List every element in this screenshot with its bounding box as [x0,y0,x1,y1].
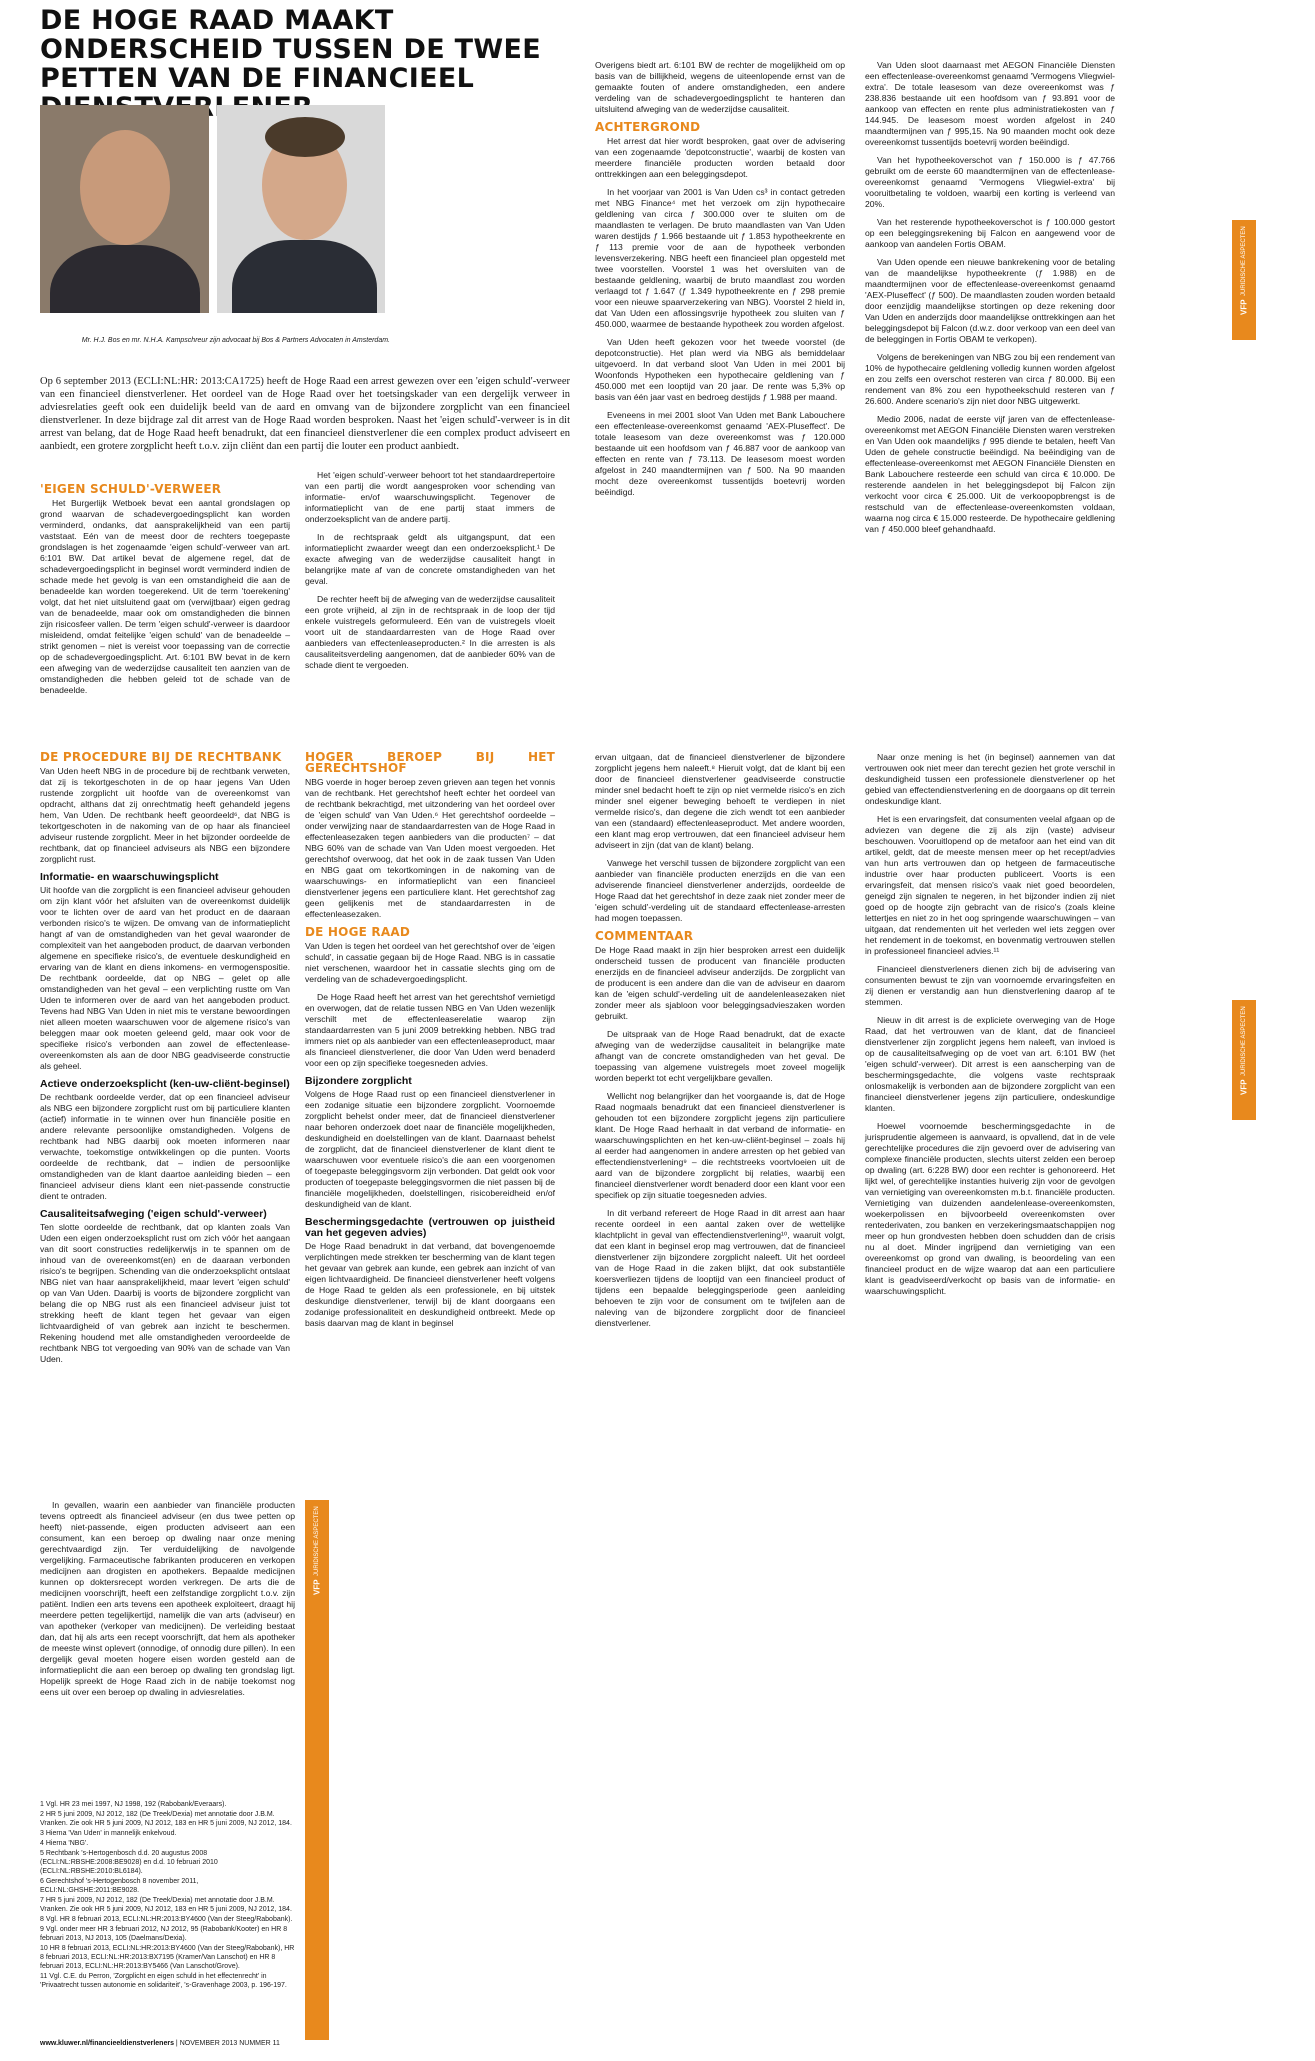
heading-achtergrond: ACHTERGROND [595,120,701,134]
footnote: 10 HR 8 februari 2013, ECLI:NL:HR:2013:BY4600 (Van der Steeg/Rabobank), HR 8 februari 2013, ECLI:NL:HR:2013:BX7195 (Kramer/Van Lanschot) en HR 8 februari 2013, ECLI:NL:HR:2013:BY5466 (Van Lanschot/Grove). [40,1945,295,1970]
paragraph: Volgens de berekeningen van NBG zou bij een rendement van 10% de hypothecaire geldlening volledig kunnen worden afgelost en zou zelfs een overschot resteren van circa ƒ 80.000. Bij een rendement van 8% zou een hypotheekschuld resteren van ƒ 26.600. Andere scenario's zijn niet door NBG uitgewerkt. [865,352,1115,406]
column-achtergrond [595,60,845,505]
author-photos [40,105,385,335]
tab-label: JURIDISCHE ASPECTEN [314,1506,320,1576]
tab-label: JURIDISCHE ASPECTEN [1241,226,1247,296]
paragraph: Hoewel voornoemde beschermingsgedachte in de jurisprudentie algemeen is aanvaard, is opvallend, dat in de vele gerechtelijke procedures die zijn gevoerd over de advisering van complexe financiële producten, slechts uiterst zelden een beroep op dwaling (art. 6:228 BW) door een rechter is gehonoreerd. Het lijkt wel, of gerechtelijke instanties huiverig zijn voor de gevolgen van vernietiging van overeenkomsten m.b.t. financiële producten. Vernietiging van duizenden aandelenlease-overeenkomsten, woekerpolissen en bijvoorbeeld overeenkomsten over rentederivaten, zou banken en verzekeringsmaatschappijen nog meer op hun grondvesten hebben doen schudden dan de crisis nu al doet. Minder ingrijpend dan vernietiging van een overeenkomst op grond van dwaling, is beoordeling van een financieel product en de wijze waarop dat aan een particuliere klant is geadviseerd/verkocht op basis van de informatie- en waarschuwingsplicht. [865,1121,1115,1296]
article-intro: Op 6 september 2013 (ECLI:NL:HR: 2013:CA1725) heeft de Hoge Raad een arrest gewezen over een 'eigen schuld'-verweer van een financieel dienstverlener. Het oordeel van de Hoge Raad over het toetsingskader van een dergelijk verweer in adviesrelaties geeft ook een duidelijk beeld van de aard en omvang van de bijzondere zorgplicht van een financieel dienstverlener. In deze bijdrage zal dit arrest van de Hoge Raad worden besproken. Naast het 'eigen schuld'-verweer is in dit arrest van belang, dat de Hoge Raad heeft benadrukt, dat een financieel dienstverlener die een complex product adviseert en aanbiedt, een grotere zorgplicht heeft t.o.v. zijn cliënt dan een partij die louter een product aanbiedt. [40,376,570,452]
paragraph: In het voorjaar van 2001 is Van Uden cs³ in contact getreden met NBG Finance⁴ met het verzoek om zijn hypothecaire geldlening van circa ƒ 300.000 over te sluiten om de maandlasten te verlagen. De bruto maandlasten van Van Uden waren destijds ƒ 1.966 bestaande uit ƒ 1.853 hypotheekrente en ƒ 113 premie voor de aan de hypotheek verbonden levensverzekering. NBG heeft een financieel plan opgesteld met twee voorstellen. Voorstel 1 was het oversluiten van de bestaande geldlening, waarbij de bruto maandlast zou worden verlaagd tot ƒ 1.647 (ƒ 1.349 hypotheekrente en ƒ 298 premie voor een nieuwe spaarverzekering van NBG). Voorstel 2 hield in, dat Van Uden een aflossingsvrije hypotheek zou sluiten van ƒ 450.000, waarmee de bestaande hypotheek zou worden afgelost. [595,187,845,329]
column-4 [865,60,1115,542]
footnote: 1 Vgl. HR 23 mei 1997, NJ 1998, 192 (Rabobank/Everaars). [40,1801,227,1808]
paragraph: Het is een ervaringsfeit, dat consumenten veelal afgaan op de adviezen van degene die zij als zijn (vaste) adviseur beschouwen. Vooruitlopend op de metafoor aan het eind van dit artikel, geldt, dat de meeste mensen meer op het recept/advies van hun arts vertrouwen dan op hetgeen de farmaceutische industrie over haar producten publiceert. Voorts is een ervaringsfeit, dat mensen risico's vaak niet goed beoordelen, geneigd zijn signalen te negeren, in het bijzonder indien zij niet goed op de hoogte zijn gebracht van de risico's (zoals kleine lettertjes en niet zo in het oog springende waarschuwingen – van uitgaan, dat rendementen uit het verleden wel iets zeggen over het rendement in de toekomst, en bovenmatig vertrouwen stellen in professioneel financieel advies.¹¹ [865,814,1115,956]
heading-commentaar: COMMENTAAR [595,929,694,943]
section-tab [305,1500,329,2040]
subheading: Informatie- en waarschuwingsplicht [40,871,219,883]
paragraph: In dit verband refereert de Hoge Raad in dit arrest aan haar recente oordeel in een aantal zaken over de wettelijke klachtplicht in geval van effectendienstverlening¹⁰, waaruit volgt, dat een klant in beginsel erop mag vertrouwen, dat de financieel dienstverlener zijn bijzondere zorgplicht naleeft. Uit het oordeel van de Hoge Raad in die zaken blijkt, dat ook substantiële koersverliezen tijdens de looptijd van een financieel product of tijdens een bepaalde beleggingsperiode geen aanleiding behoeven te zijn voor de consument om te twijfelen aan de naleving van de bijzondere zorgplicht door de financieel dienstverlener. [595,1208,845,1328]
paragraph: De Hoge Raad heeft het arrest van het gerechtshof vernietigd en overwogen, dat de relatie tussen NBG en Van Uden wezenlijk verschilt met de effectenleaserelatie waarop zijn standaardarresten van 5 juni 2009 betrekking hebben. NBG trad immers niet op als aanbieder van een effectenleaseproduct, maar als financieel dienstverlener, die door Van Uden werd benaderd voor een op zijn specifieke toegesneden advies. [305,992,555,1068]
footer-issue: NOVEMBER 2013 NUMMER 11 [179,2040,280,2047]
subheading: Beschermingsgedachte (vertrouwen op juistheid van het gegeven advies) [305,1216,555,1239]
paragraph: Ten slotte oordeelde de rechtbank, dat op klanten zoals Van Uden een eigen onderzoeksplicht rust om zich vóór het aangaan van dit soort constructies redelijkerwijs in te spannen om de inhoud van de overeenkomst(en) en de daaraan verbonden risico's te begrijpen. Schending van die onderzoeksplicht ontslaat NBG niet van haar aansprakelijkheid, maar levert 'eigen schuld' op van Van Uden. Daarbij is voorts de bijzondere zorgplicht van belang die op NBG rust als een financieel adviseur juist tot strekking heeft de klant tegen het gevaar van eigen lichtvaardigheid of van gebrek aan inzicht te beschermen. Rekening houdend met alle omstandigheden veroordeelde de rechtbank NBG tot vergoeding van 90% van de schade van Van Uden. [40,1222,290,1364]
column-eigen-schuld-2 [305,470,555,678]
paragraph: De Hoge Raad benadrukt in dat verband, dat bovengenoemde verplichtingen mede strekken ter bescherming van de klant tegen het gevaar van gebrek aan kunde, een gebrek aan inzicht of van eigen lichtvaardigheid. De financieel dienstverlener heeft volgens de Hoge Raad te gelden als een professionele, en bij uitstek deskundige dienstverlener, terwijl bij de klant doorgaans een zodanige professionaliteit en deskundigheid ontbreekt. Mede op basis daarvan mag de klant in beginsel [305,1241,555,1328]
heading-hoger-beroep: HOGER BEROEP BIJ HET GERECHTSHOF [305,750,555,775]
paragraph: Uit hoofde van die zorgplicht is een financieel adviseur gehouden om zijn klant vóór het afsluiten van de overeenkomst duidelijk voor te lichten over de aard van het product en de daaraan verbonden risico's te wijzen. De omvang van de informatieplicht hangt af van de omstandigheden van het geval waaronder de complexiteit van het aangeboden product, de daarvan verbonden algemene en specifieke risico's, de eventuele deskundigheid en ervaring van de klant en diens inkomens- en vermogenspositie. De rechtbank oordeelde, dat op NBG – gelet op alle omstandigheden van het geval – een verplichting rustte om Van Uden te informeren over de aard van het aangeboden product. Tevens had NBG Van Uden in niet mis te verstane bewoordingen niet alleen moeten waarschuwen voor de algemene risico's van beleggen maar ook moeten geleend geld, maar ook voor de specifieke risico's verbonden aan zowel de effectenlease-overeenkomsten als aan de door NBG geadviseerde constructie als geheel. [40,885,290,1071]
section-tab [1232,1000,1256,1120]
section-tab [1232,220,1256,340]
footnote: 6 Gerechtshof 's-Hertogenbosch 8 november 2011, ECLI:NL:GHSHE:2011:BE9028. [40,1878,199,1894]
subheading: Actieve onderzoeksplicht (ken-uw-cliënt-beginsel) [40,1078,290,1090]
paragraph: Van Uden heeft gekozen voor het tweede voorstel (de depotconstructie). Het plan werd via NBG als bemiddelaar uitgevoerd. In dat verband sloot Van Uden in mei 2001 bij Woonfonds Hypotheken een hypothecaire geldlening van ƒ 450.000 met een looptijd van 20 jaar. De rente was 5,3% op basis van één jaar vast en bedroeg destijds ƒ 1.988 per maand. [595,337,845,402]
footer-site-link[interactable]: www.kluwer.nl/financieeldienstverleners [40,2040,174,2047]
tab-brand: VFP [1239,299,1249,316]
paragraph: De rechter heeft bij de afweging van de wederzijdse causaliteit een grote vrijheid, al zijn in de rechtspraak in de loop der tijd enkele vuistregels geformuleerd. Eén van de vuistregels vloeit voort uit de standaardarresten van de Hoge Raad over aanbieders van effectenleaseproducten.² In die arresten is als causaliteitsverdeling aangenomen, dat de aanbieder 60% van de schade dient te vergoeden. [305,594,555,670]
column-eigen-schuld [40,484,290,703]
heading-procedure: DE PROCEDURE BIJ DE RECHTBANK [40,750,282,764]
paragraph: Het arrest dat hier wordt besproken, gaat over de advisering van een zogenaamde 'depotconstructie', waarbij de kosten van meerdere financiële producten worden betaald door onttrekkingen aan een beleggingsdepot. [595,136,845,179]
paragraph: Financieel dienstverleners dienen zich bij de advisering van consumenten bewust te zijn van voornoemde ervaringsfeiten en zij dienen er verstandig aan hun dienstverlening daarop af te stemmen. [865,964,1115,1007]
footnote: 4 Hierna 'NBG'. [40,1840,89,1847]
column-commentaar [595,752,845,1336]
paragraph: In de rechtspraak geldt als uitgangspunt, dat een informatieplicht zwaarder weegt dan een onderzoeksplicht.¹ De exacte afweging van de wederzijdse causaliteit hangt in belangrijke mate af van de concrete omstandigheden van het geval. [305,532,555,586]
paragraph: Nieuw in dit arrest is de expliciete overweging van de Hoge Raad, dat het vertrouwen van de klant, dat de financieel dienstverlener zijn zorgplicht jegens hem naleeft, van invloed is op de causaliteitsafweging op de voet van art. 6:101 BW (het 'eigen schuld'-verweer). Dit arrest is een aanscherping van de beschermingsgedachte, die volgens vaste rechtspraak onlosmakelijk is verbonden aan de bijzondere zorgplicht van een financieel dienstverlener jegens zijn particuliere, ondeskundige klanten. [865,1015,1115,1113]
heading-eigen-schuld: 'EIGEN SCHULD'-VERWEER [40,482,222,496]
paragraph: In gevallen, waarin een aanbieder van financiële producten tevens optreedt als financieel adviseur (en dus twee petten op heeft) niet-passende, eigen producten adviseert aan een consument, kan een beroep op dwaling naar onze mening gerechtvaardigd zijn. Ter verduidelijking de navolgende vergelijking. Farmaceutische fabrikanten produceren en verkopen medicijnen aan drogisten en apothekers. Bepaalde medicijnen kunnen op doktersrecept worden verkregen. De arts die de medicijnen voorschrijft, heeft een zelfstandige zorgplicht t.o.v. zijn patiënt. Indien een arts tevens een apotheek exploiteert, draagt hij meerdere petten tegelijkertijd, namelijk die van arts (adviseur) en van apotheker (verkoper van medicijnen). De verleiding bestaat dan, dat hij als arts een recept voorschrijft, dat hem als apotheker de meeste winst oplevert (onnodige, of onnodig dure pillen). In een dergelijk geval moeten hogere eisen worden gesteld aan de informatieplicht die aan een beroep op dwaling ten grondslag ligt. Hopelijk spreekt de Hoge Raad zich in de nabije toekomst nog eens uit over een beroep op dwaling in adviesrelaties. [40,1500,295,1697]
paragraph: De Hoge Raad maakt in zijn hier besproken arrest een duidelijk onderscheid tussen de producent van financiële producten enerzijds en de financieel adviseur anderzijds. De zorgplicht van de producent is een andere dan die van de adviseur en daarom kan de 'eigen schuld'-verdeling uit de aandelenleasezaken niet zonder meer als sjabloon voor beleggingsadvieszaken worden gebruikt. [595,945,845,1021]
footnote: 11 Vgl. C.E. du Perron, 'Zorgplicht en eigen schuld in het effectenrecht' in 'Privaatrecht tussen autonomie en solidariteit', 's-Gravenhage 2003, p. 196-197. [40,1973,287,1989]
paragraph: Het 'eigen schuld'-verweer behoort tot het standaardrepertoire van een partij die wordt aangesproken voor schending van informatie- en/of waarschuwingsplicht. Tegenover de informatieplicht van de ene partij staat immers de onderzoeksplicht van de andere partij. [305,470,555,524]
column-8 [865,752,1115,1304]
paragraph: De rechtbank oordeelde verder, dat op een financieel adviseur als NBG een bijzondere zorgplicht rust om bij particuliere klanten (actief) informatie in te winnen over hun financiële positie en andere relevante persoonlijke omstandigheden. Volgens de rechtbank had NBG daarbij ook moeten informeren naar verwachte, toekomstige ontwikkelingen op die punten. Voorts oordeelde de rechtbank, dat – indien de persoonlijke omstandigheden van de klant daartoe aanleiding bieden – een financieel adviseur diens klant een niet-passende constructie dient te ontraden. [40,1092,290,1201]
paragraph: Medio 2006, nadat de eerste vijf jaren van de effectenlease-overeenkomst met AEGON Financiële Diensten waren verstreken en Van Uden ook maandelijks ƒ 995 diende te betalen, heeft Van Uden de gehele constructie beëindigd. Na beëindiging van de effectenlease-overeenkomst met AEGON Financiële Diensten en Bank Labouchere resteerde een schuld van circa € 10.000. De resterende aandelen in het beleggingsdepot bij Falcon zijn verkocht voor circa € 25.000. Uit de verkoopopbrengst is de restschuld van de effectenlease-overeenkomsten voldaan, waarna nog circa € 15.000 resteerde. De hypothecaire geldlening van ƒ 450.000 bleef gehandhaafd. [865,414,1115,534]
subheading: Bijzondere zorgplicht [305,1075,412,1087]
column-bottom [40,1500,295,1705]
column-procedure [40,752,290,1372]
footnote: 7 HR 5 juni 2009, NJ 2012, 182 (De Treek/Dexia) met annotatie door J.B.M. Vranken. Zie ook HR 5 juni 2009, NJ 2012, 183 en HR 5 juni 2009, NJ 2012, 184. [40,1897,292,1913]
paragraph: ervan uitgaan, dat de financieel dienstverlener de bijzondere zorgplicht jegens hem naleeft.⁸ Hieruit volgt, dat de klant bij een door de financieel dienstverlener geadviseerde constructie minder snel bedacht hoeft te zijn op niet vermelde risico's en zich minder snel eigener beweging behoeft te verdiepen in niet vermelde risico's, dan degene die zich wendt tot een aanbieder van een (standaard) effectenleaseproduct. Met andere woorden, een klant mag erop vertrouwen, dat een financieel adviseur hem adviseert in zijn (dat van de klant) belang. [595,752,845,850]
paragraph: Het Burgerlijk Wetboek bevat een aantal grondslagen op grond waarvan de schadevergoedingsplicht kan worden verminderd, ondanks, dat aansprakelijkheid van een partij vaststaat. Eén van de meest door de rechters toegepaste grondslagen is het zogenaamde 'eigen schuld'-verweer van art. 6:101 BW. Dat artikel bevat de algemene regel, dat de schadevergoedingsplicht in beginsel wordt verminderd indien de schade mede het gevolg is van een omstandigheid die aan de benadeelde kan worden toegerekend. Uit de term 'toerekening' volgt, dat het niet uitsluitend gaat om (verwijtbaar) eigen gedrag van de benadeelde, maar ook om omstandigheden die binnen zijn risicosfeer vallen. De term 'eigen schuld'-verweer is daardoor misleidend, omdat feitelijke 'eigen schuld' van de benadeelde – strikt genomen – niet is vereist voor toepassing van de correctie op de schadevergoedingsplicht. Art. 6:101 BW bevat in de kern een afweging van de wederzijdse causaliteit ten aanzien van de omstandigheden die hebben geleid tot de schade van de benadeelde. [40,498,290,695]
paragraph: Vanwege het verschil tussen de bijzondere zorgplicht van een aanbieder van financiële producten enerzijds en die van een adviserende financieel dienstverlener anderzijds, oordeelde de Hoge Raad dat het gerechtshof in deze zaak niet zonder meer de 'eigen schuld'-verdeling uit de standaard effectenlease-arresten had mogen toepassen. [595,858,845,923]
subheading: Causaliteitsafweging ('eigen schuld'-verweer) [40,1208,267,1220]
paragraph: Van Uden opende een nieuwe bankrekening voor de betaling van de maandelijkse hypotheekrente (ƒ 1.988) en de maandtermijnen voor de effectenlease-overeenkomst genaamd 'AEX-Pluseffect' (ƒ 500). De maandlasten zouden worden betaald door eenzijdig maandelijkse stortingen op deze rekening door Van Uden en anderzijds door maandelijkse onttrekkingen aan het beleggingsdepot bij Falcon (d.w.z. door verkoop van een deel van de beleggingen in Fortis OBAM te verkopen). [865,257,1115,344]
footnote: 9 Vgl. onder meer HR 3 februari 2012, NJ 2012, 95 (Rabobank/Kooter) en HR 8 februari 2013, NJ 2013, 105 (Daelmans/Dexia). [40,1926,288,1942]
footnotes [40,1800,295,1991]
heading-hoge-raad: DE HOGE RAAD [305,925,410,939]
tab-brand: VFP [312,1579,322,1596]
paragraph: Naar onze mening is het (in beginsel) aannemen van dat vertrouwen ook niet meer dan terecht gezien het grote verschil in deskundigheid tussen een professionele dienstverlener op het gebied van effectendienstverlening en de doorgaans op dit terrein ondeskundige klant. [865,752,1115,806]
footnote: 8 Vgl. HR 8 februari 2013, ECLI:NL:HR:2013:BY4600 (Van der Steeg/Rabobank). [40,1916,293,1923]
paragraph: Van Uden heeft NBG in de procedure bij de rechtbank verweten, dat zij is tekortgeschoten in de op haar jegens Van Uden rustende zorgplicht uit hoofde van de overeenkomst van opdracht, althans dat zij onrechtmatig heeft gehandeld jegens hem, Van Uden. De rechtbank heeft geoordeeld⁶, dat NBG is tekortgeschoten in de nakoming van de op haar als financieel adviseur rustende zorgplicht. Meer in het bijzonder oordeelde de rechtbank, dat op financieel adviseurs als NBG een bijzondere zorgplicht rust. [40,766,290,864]
paragraph: Overigens biedt art. 6:101 BW de rechter de mogelijkheid om op basis van de billijkheid, wegens de uiteenlopende ernst van de gemaakte fouten of andere omstandigheden, een andere verdeling van de schadevergoedingsplicht te hanteren dan uitsluitend afweging van de wederzijdse causaliteit. [595,60,845,114]
author-photo-kampschreur [217,105,386,313]
footnote: 3 Hierna 'Van Uden' in mannelijk enkelvoud. [40,1830,177,1837]
paragraph: Van het hypotheekoverschot van ƒ 150.000 is ƒ 47.766 gebruikt om de eerste 60 maandtermijnen van de effectenlease-overeenkomst genaamd 'Vermogens Vliegwiel-extra' bij vooruitbetaling te voldoen, waarbij een korting is verleend van 20%. [865,155,1115,209]
paragraph: Volgens de Hoge Raad rust op een financieel dienstverlener in een zodanige situatie een bijzondere zorgplicht. Voornoemde zorgplicht behelst onder meer, dat de financieel dienstverlener naar behoren onderzoek doet naar de financiële mogelijkheden, deskundigheid en doelstellingen van de klant. Daarnaast behelst de zorgplicht, dat de financieel dienstverlener de klant dient te waarschuwen voor eventuele risico's die aan een voorgenomen of toegepaste beleggingsvorm zijn verbonden. Dat geldt ook voor producten of toegepaste beleggingsvormen die niet passen bij de financiële mogelijkheden, doelstellingen, risicobereidheid en/of deskundigheid van de klant. [305,1089,555,1209]
paragraph: Van Uden sloot daarnaast met AEGON Financiële Diensten een effectenlease-overeenkomst genaamd 'Vermogens Vliegwiel-extra'. De totale leasesom van deze overeenkomst was ƒ 238.836 bestaande uit een hoofdsom van ƒ 93.891 voor de aankoop van effecten en rente plus administratiekosten van ƒ 144.945. De leasesom moest worden afgelost in 240 maandtermijnen van ƒ 995,15. Na 90 maanden mocht ook deze overeenkomst tussentijds boetevrij worden beëindigd. [865,60,1115,147]
column-hoger-beroep [305,752,555,1336]
paragraph: Van Uden is tegen het oordeel van het gerechtshof over de 'eigen schuld', in cassatie gegaan bij de Hoge Raad. NBG is in cassatie niet verschenen, waardoor het in cassatie slechts ging om de verdeling van de schadevergoedingsplicht. [305,941,555,984]
paragraph: Wellicht nog belangrijker dan het voorgaande is, dat de Hoge Raad nogmaals benadrukt dat een financieel dienstverlener is gehouden tot een bijzondere zorgplicht jegens zijn particuliere klant. De Hoge Raad herhaalt in dat verband de informatie- en waarschuwingsplichten en het ken-uw-cliënt-beginsel – zoals hij al eerder had aangenomen in andere arresten op het gebied van effectendienstverlening⁹ – die rechtstreeks voortvloeien uit de aard van de bijzondere zorgplicht bij relaties, waarbij een financieel dienstverlener wordt benaderd door een klant voor een specifiek op zijn situatie toegesneden advies. [595,1091,845,1200]
footnote: 2 HR 5 juni 2009, NJ 2012, 182 (De Treek/Dexia) met annotatie door J.B.M. Vranken. Zie ook HR 5 juni 2009, NJ 2012, 183 en HR 5 juni 2009, NJ 2012, 184. [40,1811,292,1827]
tab-label: JURIDISCHE ASPECTEN [1241,1006,1247,1076]
paragraph: Eveneens in mei 2001 sloot Van Uden met Bank Labouchere een effectenlease-overeenkomst genaamd 'AEX-Pluseffect'. De totale leasesom van deze overeenkomst was ƒ 120.000 bestaande uit een hoofdsom van ƒ 46.887 voor de aankoop van effecten en rente van ƒ 73.113. De leasesom moest worden afgelost in 240 maandtermijnen van ƒ 500. Na 90 maanden mocht deze overeenkomst tussentijds boetevrij worden beëindigd. [595,410,845,497]
paragraph: Van het resterende hypotheekoverschot is ƒ 100.000 gestort op een beleggingsrekening bij Falcon en aangewend voor de aankoop van aandelen Fortis OBAM. [865,217,1115,249]
footnote: 5 Rechtbank 's-Hertogenbosch d.d. 20 augustus 2008 (ECLI:NL:RBSHE:2008:BE9028) en d.d. 10 februari 2010 (ECLI:NL:RBSHE:2010:BL6184). [40,1850,218,1875]
page-footer [40,2040,440,2047]
author-photo-bos [40,105,209,313]
tab-brand: VFP [1239,1079,1249,1096]
article-title: DE HOGE RAAD MAAKT ONDERSCHEID TUSSEN DE TWEE PETTEN VAN DE FINANCIEEL [40,5,541,94]
paragraph: De uitspraak van de Hoge Raad benadrukt, dat de exacte afweging van de wederzijdse causaliteit in belangrijke mate afhangt van de concrete omstandigheden van het geval. De toepassing van algemene vuistregels moet zoveel mogelijk worden beperkt tot echt vergelijkbare gevallen. [595,1029,845,1083]
photo-caption: Mr. H.J. Bos en mr. N.H.A. Kampschreur zijn advocaat bij Bos & Partners Advocaten in Amsterdam. [81,337,390,344]
paragraph: NBG voerde in hoger beroep zeven grieven aan tegen het vonnis van de rechtbank. Het gerechtshof heeft echter het oordeel van de rechtbank bekrachtigd, met uitzondering van het oordeel over de 'eigen schuld' van Van Uden.⁶ Het gerechtshof oordeelde – onder verwijzing naar de standaardarresten van de Hoge Raad in effectenleasezaken tegen aanbieders van die producten⁷ – dat NBG 60% van de schade van Van Uden moest vergoeden. Het gerechtshof overwoog, dat het ook in de zaak tussen Van Uden en NBG gaat om tekortkomingen in de nakoming van de waarschuwings- en informatieplicht van een financieel dienstverlener jegens een particuliere klant. Het gerechtshof zag geen gelijkenis met de standaardarresten in de effectenleasezaken. [305,777,555,919]
footer-separator: | [175,2040,180,2047]
